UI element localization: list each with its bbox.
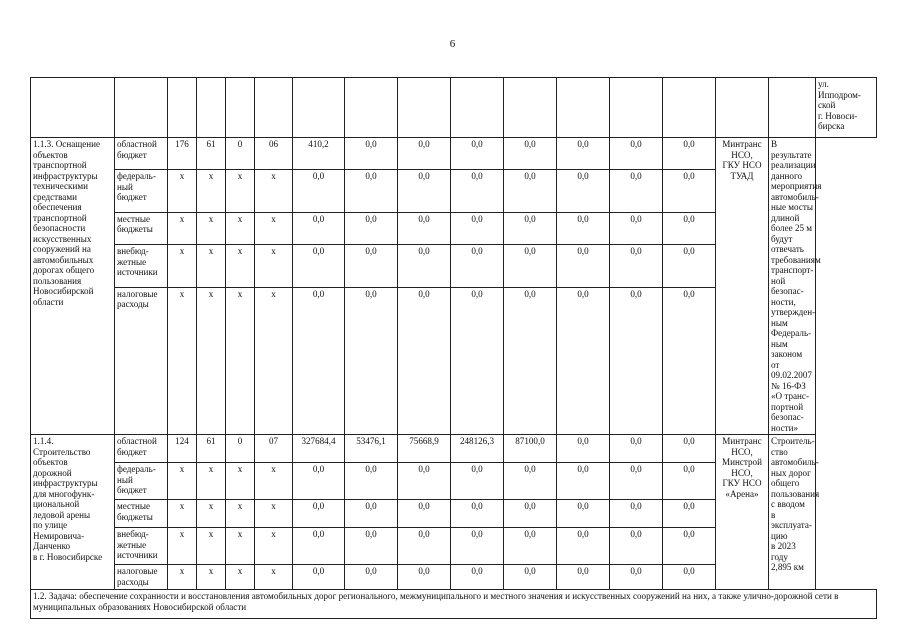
amount-cell: 0,0 xyxy=(557,287,610,434)
classification-code: x xyxy=(226,565,255,590)
classification-code: 0 xyxy=(226,435,255,463)
amount-cell: 0,0 xyxy=(663,500,716,528)
amount-cell: 0,0 xyxy=(663,138,716,170)
amount-cell: 0,0 xyxy=(345,528,398,565)
amount-cell: 0,0 xyxy=(610,245,663,288)
funding-source: местные бюджеты xyxy=(115,500,168,528)
classification-code: 124 xyxy=(168,435,197,463)
amount-cell: 0,0 xyxy=(398,500,451,528)
amount-cell: 0,0 xyxy=(663,435,716,463)
classification-code: x xyxy=(197,528,226,565)
classification-code: x xyxy=(168,463,197,500)
amount-cell: 0,0 xyxy=(504,565,557,590)
amount-cell: 0,0 xyxy=(293,245,345,288)
classification-code: x xyxy=(255,463,293,500)
amount-cell: 0,0 xyxy=(293,170,345,213)
amount-cell: 0,0 xyxy=(345,212,398,244)
amount-cell: 0,0 xyxy=(557,500,610,528)
amount-cell: 0,0 xyxy=(663,528,716,565)
funding-source: внебюд- жетные источники xyxy=(115,528,168,565)
amount-cell: 0,0 xyxy=(504,528,557,565)
amount-cell: 410,2 xyxy=(293,138,345,170)
funding-source: налоговые расходы xyxy=(115,287,168,434)
amount-cell: 0,0 xyxy=(504,500,557,528)
classification-code: x xyxy=(197,170,226,213)
amount-cell: 0,0 xyxy=(504,138,557,170)
amount-cell: 0,0 xyxy=(557,565,610,590)
amount-cell: 0,0 xyxy=(398,528,451,565)
amount-cell: 0,0 xyxy=(293,212,345,244)
amount-cell: 0,0 xyxy=(451,245,504,288)
amount-cell: 0,0 xyxy=(398,287,451,434)
funding-source: внебюд- жетные источники xyxy=(115,245,168,288)
task-row xyxy=(31,590,877,619)
amount-cell: 0,0 xyxy=(557,463,610,500)
classification-code: x xyxy=(226,287,255,434)
classification-code: x xyxy=(168,287,197,434)
amount-cell: 0,0 xyxy=(504,463,557,500)
amount-cell: 0,0 xyxy=(504,212,557,244)
amount-cell: 0,0 xyxy=(398,138,451,170)
amount-cell: 0,0 xyxy=(610,500,663,528)
classification-code: x xyxy=(197,245,226,288)
amount-cell: 327684,4 xyxy=(293,435,345,463)
amount-cell: 0,0 xyxy=(610,138,663,170)
measure-title: 1.1.4. Строительство объектов дорожной инфраструктуры для многофунк- циональной ледовой арены по улице Немировича- Данченко в г. Новосибирске xyxy=(31,435,115,590)
classification-code: x xyxy=(168,170,197,213)
classification-code: x xyxy=(255,170,293,213)
amount-cell: 0,0 xyxy=(557,138,610,170)
classification-code: x xyxy=(168,245,197,288)
classification-code: x xyxy=(226,245,255,288)
task-heading: 1.2. Задача: обеспечение сохранности и восстановления автомобильных дорог регионального, межмуниципального и местного значения и искусственных сооружений на них, а также улично-дорожной сети в муниципальных образованиях Новосибирской области xyxy=(31,590,877,619)
classification-code: x xyxy=(197,287,226,434)
amount-cell: 0,0 xyxy=(345,245,398,288)
expected-result: Строитель- ство автомобиль- ных дорог общего пользования с вводом в эксплуата- цию в 2023 году 2,895 км xyxy=(769,435,816,590)
continuation-row xyxy=(31,78,877,138)
amount-cell: 0,0 xyxy=(293,528,345,565)
amount-cell: 53476,1 xyxy=(345,435,398,463)
amount-cell: 0,0 xyxy=(345,138,398,170)
executor: Минтранс НСО, Минстрой НСО, ГКУ НСО «Арена» xyxy=(716,435,769,590)
classification-code: x xyxy=(168,500,197,528)
classification-code: x xyxy=(168,212,197,244)
amount-cell: 0,0 xyxy=(451,463,504,500)
amount-cell: 0,0 xyxy=(610,565,663,590)
executor: Минтранс НСО, ГКУ НСО ТУАД xyxy=(716,138,769,435)
classification-code: x xyxy=(255,500,293,528)
amount-cell: 75668,9 xyxy=(398,435,451,463)
amount-cell: 0,0 xyxy=(293,565,345,590)
amount-cell: 0,0 xyxy=(398,565,451,590)
amount-cell: 0,0 xyxy=(345,170,398,213)
amount-cell: 0,0 xyxy=(293,463,345,500)
classification-code: 176 xyxy=(168,138,197,170)
classification-code: x xyxy=(168,528,197,565)
amount-cell: 0,0 xyxy=(451,287,504,434)
amount-cell: 0,0 xyxy=(451,565,504,590)
table-row xyxy=(31,138,877,170)
classification-code: x xyxy=(255,287,293,434)
amount-cell: 0,0 xyxy=(610,287,663,434)
amount-cell: 0,0 xyxy=(504,245,557,288)
amount-cell: 0,0 xyxy=(293,287,345,434)
amount-cell: 0,0 xyxy=(663,287,716,434)
amount-cell: 0,0 xyxy=(293,500,345,528)
amount-cell: 0,0 xyxy=(663,170,716,213)
classification-code: x xyxy=(255,528,293,565)
table-row xyxy=(31,435,877,463)
amount-cell: 248126,3 xyxy=(451,435,504,463)
measure-title: 1.1.3. Оснащение объектов транспортной инфраструктуры техническими средствами обеспечения транспортной безопасности искусственных сооружений на автомобильных дорогах общего пользования Новосибирской области xyxy=(31,138,115,435)
amount-cell: 87100,0 xyxy=(504,435,557,463)
classification-code: x xyxy=(197,565,226,590)
classification-code: x xyxy=(226,212,255,244)
classification-code: x xyxy=(197,212,226,244)
amount-cell: 0,0 xyxy=(451,170,504,213)
amount-cell: 0,0 xyxy=(398,212,451,244)
classification-code: x xyxy=(168,565,197,590)
amount-cell: 0,0 xyxy=(610,212,663,244)
amount-cell: 0,0 xyxy=(663,212,716,244)
amount-cell: 0,0 xyxy=(451,212,504,244)
amount-cell: 0,0 xyxy=(610,170,663,213)
funding-source: федераль- ный бюджет xyxy=(115,170,168,213)
amount-cell: 0,0 xyxy=(610,435,663,463)
classification-code: x xyxy=(226,170,255,213)
classification-code: x xyxy=(255,565,293,590)
amount-cell: 0,0 xyxy=(557,435,610,463)
amount-cell: 0,0 xyxy=(398,170,451,213)
classification-code: 61 xyxy=(197,435,226,463)
amount-cell: 0,0 xyxy=(663,463,716,500)
classification-code: x xyxy=(226,528,255,565)
location-note: ул. Ипподром- ской г. Новоси- бирска xyxy=(816,78,877,138)
amount-cell: 0,0 xyxy=(345,287,398,434)
amount-cell: 0,0 xyxy=(451,138,504,170)
amount-cell: 0,0 xyxy=(451,528,504,565)
funding-source: местные бюджеты xyxy=(115,212,168,244)
amount-cell: 0,0 xyxy=(663,245,716,288)
amount-cell: 0,0 xyxy=(610,463,663,500)
page-number: 6 xyxy=(449,38,456,50)
funding-source: налоговые расходы xyxy=(115,565,168,590)
classification-code: x xyxy=(226,500,255,528)
amount-cell: 0,0 xyxy=(345,463,398,500)
classification-code: 07 xyxy=(255,435,293,463)
amount-cell: 0,0 xyxy=(398,463,451,500)
expected-result: В результате реализации данного мероприятия автомобиль- ные мосты длиной более 25 м будут отвечать требованиям транспорт- ной безопас- ности, утвержден- ным Федераль- ным законом от 09.02.2007 № 16-ФЗ «О транс- портной безопас- ности» xyxy=(769,138,816,435)
amount-cell: 0,0 xyxy=(557,528,610,565)
classification-code: 61 xyxy=(197,138,226,170)
classification-code: 0 xyxy=(226,138,255,170)
classification-code: x xyxy=(197,500,226,528)
funding-source: федераль- ный бюджет xyxy=(115,463,168,500)
classification-code: x xyxy=(255,245,293,288)
amount-cell: 0,0 xyxy=(557,170,610,213)
amount-cell: 0,0 xyxy=(610,528,663,565)
amount-cell: 0,0 xyxy=(398,245,451,288)
amount-cell: 0,0 xyxy=(663,565,716,590)
amount-cell: 0,0 xyxy=(557,212,610,244)
classification-code: x xyxy=(255,212,293,244)
funding-source: областной бюджет xyxy=(115,138,168,170)
budget-table xyxy=(30,77,877,619)
amount-cell: 0,0 xyxy=(504,287,557,434)
amount-cell: 0,0 xyxy=(345,565,398,590)
amount-cell: 0,0 xyxy=(345,500,398,528)
classification-code: x xyxy=(197,463,226,500)
amount-cell: 0,0 xyxy=(504,170,557,213)
amount-cell: 0,0 xyxy=(451,500,504,528)
classification-code: 06 xyxy=(255,138,293,170)
classification-code: x xyxy=(226,463,255,500)
amount-cell: 0,0 xyxy=(557,245,610,288)
funding-source: областной бюджет xyxy=(115,435,168,463)
